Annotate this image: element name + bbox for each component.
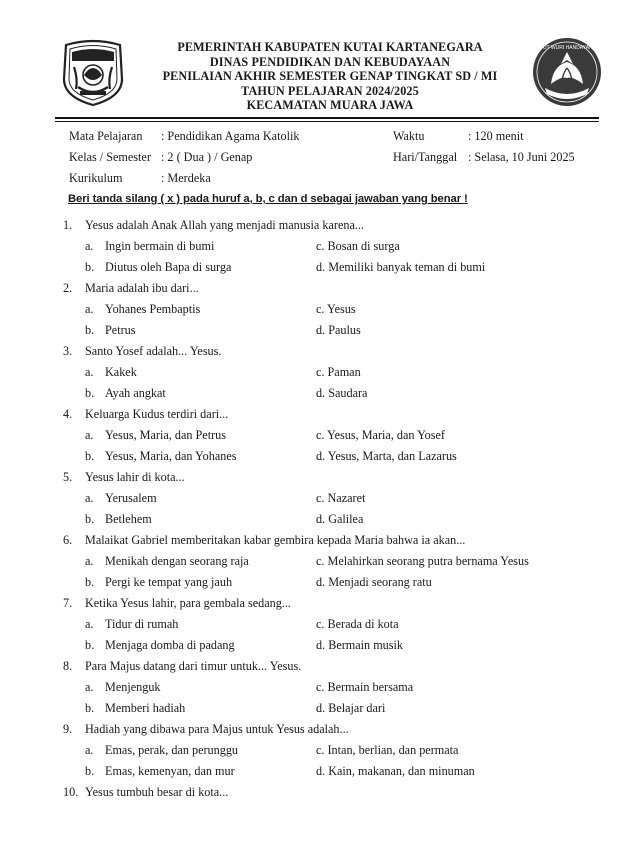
- question-7: [63, 596, 291, 611]
- option-letter: a.: [85, 491, 94, 505]
- option-letter: b.: [85, 764, 95, 778]
- option-d[interactable]: d. Bermain musik: [316, 638, 403, 652]
- question-text: Santo Yosef adalah... Yesus.: [85, 344, 222, 358]
- option-text: Memberi hadiah: [105, 701, 186, 715]
- option-c[interactable]: c. Paman: [316, 365, 361, 379]
- class-value: : 2 ( Dua ) / Genap: [161, 150, 253, 164]
- option-text: Emas, perak, dan perunggu: [105, 743, 239, 757]
- date-row: [393, 150, 575, 165]
- question-text: Maria adalah ibu dari...: [85, 281, 199, 295]
- question-text: Ketika Yesus lahir, para gembala sedang...: [85, 596, 291, 610]
- option-letter: a.: [85, 302, 94, 316]
- option-b[interactable]: [85, 260, 231, 275]
- option-letter: a.: [85, 554, 94, 568]
- letterhead: [130, 40, 530, 113]
- header-divider-thick: [55, 117, 599, 119]
- question-4: [63, 407, 228, 422]
- option-letter: a.: [85, 365, 94, 379]
- option-b[interactable]: [85, 323, 135, 338]
- option-letter: b.: [85, 575, 95, 589]
- option-a[interactable]: [85, 680, 161, 695]
- option-a[interactable]: [85, 428, 226, 443]
- curriculum-label: Kurikulum: [69, 171, 123, 185]
- option-d[interactable]: d. Kain, makanan, dan minuman: [316, 764, 475, 778]
- option-c[interactable]: c. Nazaret: [316, 491, 366, 505]
- question-9: [63, 722, 349, 737]
- question-number: 2.: [63, 281, 73, 295]
- option-d[interactable]: d. Galilea: [316, 512, 364, 526]
- time-row: [393, 129, 524, 144]
- option-d[interactable]: d. Saudara: [316, 386, 368, 400]
- option-d[interactable]: d. Belajar dari: [316, 701, 386, 715]
- option-d[interactable]: d. Menjadi seorang ratu: [316, 575, 432, 589]
- question-text: Hadiah yang dibawa para Majus untuk Yesus adalah...: [85, 722, 349, 736]
- option-a[interactable]: [85, 491, 157, 506]
- option-text: Menjaga domba di padang: [105, 638, 235, 652]
- class-row: [69, 150, 252, 165]
- option-text: Menjenguk: [105, 680, 161, 694]
- option-d[interactable]: d. Paulus: [316, 323, 361, 337]
- option-a[interactable]: [85, 239, 214, 254]
- option-text: Ingin bermain di bumi: [105, 239, 215, 253]
- option-c[interactable]: c. Intan, berlian, dan permata: [316, 743, 459, 757]
- option-text: Yerusalem: [105, 491, 157, 505]
- option-a[interactable]: [85, 302, 200, 317]
- letterhead-line-3: PENILAIAN AKHIR SEMESTER GENAP TINGKAT SD / MI: [162, 69, 498, 84]
- question-5: [63, 470, 185, 485]
- option-c[interactable]: c. Bermain bersama: [316, 680, 414, 694]
- question-number: 1.: [63, 218, 73, 232]
- date-label: Hari/Tanggal: [393, 150, 458, 164]
- date-value: : Selasa, 10 Juni 2025: [468, 150, 575, 164]
- tut-wuri-handayani-emblem: [531, 36, 603, 108]
- option-a[interactable]: [85, 554, 249, 569]
- question-3: [63, 344, 221, 359]
- tut-wuri-handayani-text: TUT WURI HANDAYANI: [539, 45, 595, 51]
- option-b[interactable]: [85, 701, 185, 716]
- subject-label: Mata Pelajaran: [69, 129, 143, 143]
- question-text: Yesus tumbuh besar di kota...: [85, 785, 229, 799]
- option-b[interactable]: [85, 575, 232, 590]
- option-b[interactable]: [85, 638, 235, 653]
- option-c[interactable]: c. Melahirkan seorang putra bernama Yesus: [316, 554, 529, 568]
- question-number: 10.: [63, 785, 79, 799]
- option-text: Tidur di rumah: [105, 617, 179, 631]
- option-letter: b.: [85, 701, 95, 715]
- option-letter: b.: [85, 512, 95, 526]
- option-text: Yesus, Maria, dan Yohanes: [105, 449, 237, 463]
- option-b[interactable]: [85, 764, 235, 779]
- option-text: Yesus, Maria, dan Petrus: [105, 428, 226, 442]
- option-letter: b.: [85, 386, 95, 400]
- question-text: Para Majus datang dari timur untuk... Yesus.: [85, 659, 302, 673]
- letterhead-line-4: TAHUN PELAJARAN 2024/2025: [241, 83, 419, 98]
- option-letter: a.: [85, 428, 94, 442]
- option-letter: a.: [85, 617, 94, 631]
- option-text: Pergi ke tempat yang jauh: [105, 575, 233, 589]
- instruction: Beri tanda silang ( x ) pada huruf a, b, c dan d sebagai jawaban yang benar !: [68, 193, 468, 205]
- option-b[interactable]: [85, 512, 152, 527]
- subject-value: : Pendidikan Agama Katolik: [161, 129, 300, 143]
- time-value: : 120 menit: [468, 129, 524, 143]
- question-number: 4.: [63, 407, 73, 421]
- option-letter: a.: [85, 239, 94, 253]
- header-divider-thin: [55, 121, 599, 122]
- question-2: [63, 281, 199, 296]
- option-d[interactable]: d. Yesus, Marta, dan Lazarus: [316, 449, 457, 463]
- subject-row: [69, 129, 299, 144]
- question-10: [63, 785, 228, 800]
- option-c[interactable]: c. Yesus, Maria, dan Yosef: [316, 428, 445, 442]
- question-number: 3.: [63, 344, 73, 358]
- option-text: Petrus: [105, 323, 136, 337]
- option-c[interactable]: c. Yesus: [316, 302, 356, 316]
- curriculum-value: : Merdeka: [161, 171, 211, 185]
- option-letter: a.: [85, 743, 94, 757]
- question-text: Keluarga Kudus terdiri dari...: [85, 407, 229, 421]
- question-8: [63, 659, 301, 674]
- option-letter: b.: [85, 323, 95, 337]
- option-letter: b.: [85, 449, 95, 463]
- option-text: Yohanes Pembaptis: [105, 302, 201, 316]
- question-text: Malaikat Gabriel memberitakan kabar gembira kepada Maria bahwa ia akan...: [85, 533, 466, 547]
- option-text: Betlehem: [105, 512, 152, 526]
- question-number: 8.: [63, 659, 73, 673]
- option-c[interactable]: c. Bosan di surga: [316, 239, 400, 253]
- question-text: Yesus lahir di kota...: [85, 470, 185, 484]
- question-number: 6.: [63, 533, 73, 547]
- question-text: Yesus adalah Anak Allah yang menjadi manusia karena...: [85, 218, 365, 232]
- question-6: [63, 533, 465, 548]
- letterhead-line-2: DINAS PENDIDIKAN DAN KEBUDAYAAN: [209, 54, 451, 69]
- option-c[interactable]: c. Berada di kota: [316, 617, 399, 631]
- option-d[interactable]: d. Memiliki banyak teman di bumi: [316, 260, 486, 274]
- option-b[interactable]: [85, 449, 236, 464]
- question-number: 5.: [63, 470, 73, 484]
- letterhead-line-5: KECAMATAN MUARA JAWA: [246, 98, 414, 113]
- option-text: Diutus oleh Bapa di surga: [105, 260, 232, 274]
- question-number: 7.: [63, 596, 73, 610]
- option-letter: b.: [85, 638, 95, 652]
- question-1: [63, 218, 364, 233]
- option-a[interactable]: [85, 617, 178, 632]
- option-text: Emas, kemenyan, dan mur: [105, 764, 235, 778]
- option-text: Menikah dengan seorang raja: [105, 554, 249, 568]
- question-number: 9.: [63, 722, 73, 736]
- option-letter: b.: [85, 260, 95, 274]
- option-letter: a.: [85, 680, 94, 694]
- letterhead-line-1: PEMERINTAH KABUPATEN KUTAI KARTANEGARA: [177, 40, 483, 54]
- option-text: Kakek: [105, 365, 137, 379]
- kabupaten-kutai-kartanegara-emblem: [58, 39, 128, 107]
- option-a[interactable]: [85, 743, 238, 758]
- time-label: Waktu: [393, 129, 425, 143]
- option-text: Ayah angkat: [105, 386, 166, 400]
- option-b[interactable]: [85, 386, 166, 401]
- curriculum-row: [69, 171, 211, 186]
- option-a[interactable]: [85, 365, 137, 380]
- class-label: Kelas / Semester: [69, 150, 151, 164]
